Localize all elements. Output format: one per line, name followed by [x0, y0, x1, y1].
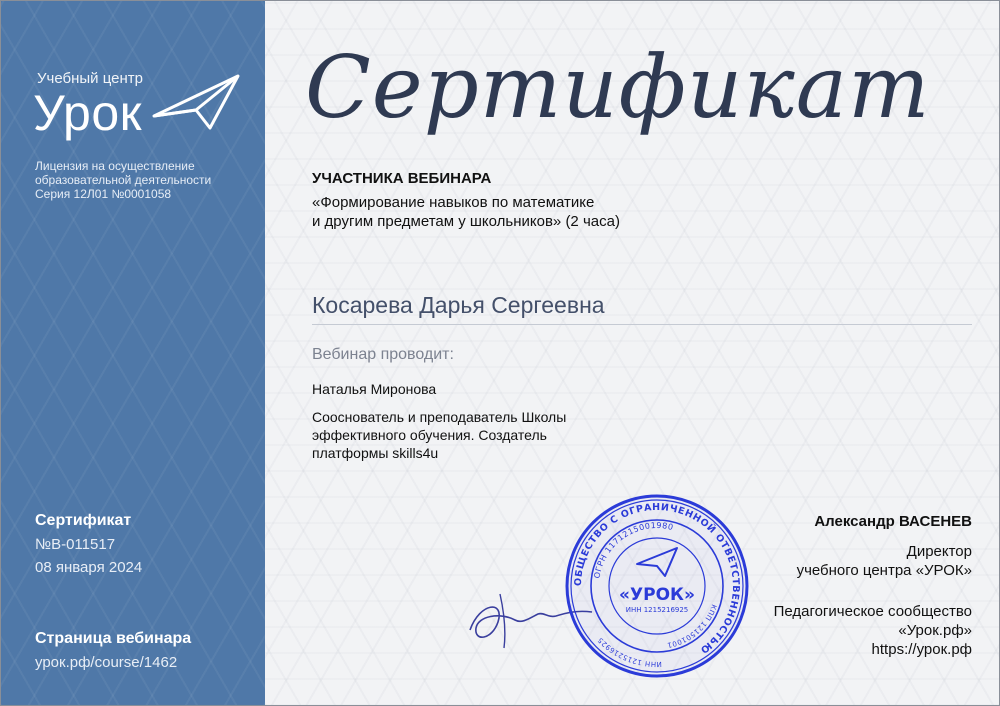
stamp-ogrn: ОГРН 1171215001980 — [592, 520, 675, 580]
certificate-heading: Сертификат — [35, 512, 132, 529]
organization-url[interactable]: https://урок.рф — [871, 641, 972, 658]
signer-block — [774, 513, 972, 659]
signer-role-line: учебного центра «УРОК» — [796, 562, 972, 579]
license-line: Лицензия на осуществление — [35, 159, 195, 173]
signer-role-line: Директор — [906, 543, 972, 560]
name-divider — [312, 324, 972, 325]
certificate-title: Сертификат — [305, 38, 931, 138]
certificate-subtitle: УЧАСТНИКА ВЕБИНАРА — [312, 170, 492, 187]
logo-caption: Учебный центр — [37, 70, 143, 87]
speaker-role-line: платформы skills4u — [312, 445, 439, 461]
webinar-page-info — [35, 630, 191, 671]
logo-wordmark: Урок — [33, 85, 143, 141]
speaker-role-line: Сооснователь и преподаватель Школы — [312, 409, 567, 425]
stamp-center-inn: ИНН 1215216925 — [625, 606, 689, 614]
license-line: Серия 12Л01 №0001058 — [35, 187, 172, 201]
webinar-page-url[interactable]: урок.рф/course/1462 — [35, 654, 178, 671]
stamp-inn-top: ИНН 1215216925 — [596, 635, 662, 669]
speaker-role-line: эффективного обучения. Создатель — [312, 427, 547, 443]
stamp-ring-text: ОБЩЕСТВО С ОГРАНИЧЕННОЙ ОТВЕТСТВЕННОСТЬЮ — [572, 501, 742, 656]
conducts-label: Вебинар проводит: — [312, 346, 454, 363]
paper-plane-icon — [150, 72, 242, 132]
sidebar — [0, 0, 265, 706]
webinar-topic — [312, 193, 620, 231]
organization-line: Педагогическое сообщество — [773, 603, 972, 620]
stamp-center-text: «УРОК» — [619, 585, 695, 605]
speaker-role — [312, 408, 652, 462]
organization-stamp — [563, 492, 751, 680]
webinar-page-heading: Страница вебинара — [35, 630, 192, 647]
organization-line: «Урок.рф» — [898, 622, 972, 639]
participant-name: Косарева Дарья Сергеевна — [312, 292, 605, 318]
speaker-name: Наталья Миронова — [312, 381, 437, 397]
stamp-kpp: КПП 121501001 — [666, 603, 718, 650]
certificate-number: №В-011517 — [35, 536, 116, 553]
topic-line: «Формирование навыков по математике — [312, 194, 595, 211]
signer-name: Александр ВАСЕНЕВ — [814, 513, 972, 530]
license-info — [35, 159, 211, 201]
certificate-info — [35, 512, 142, 576]
license-line: образовательной деятельности — [35, 173, 212, 187]
topic-line: и другим предметам у школьников» (2 часа) — [312, 213, 620, 230]
certificate-date: 08 января 2024 — [35, 559, 143, 576]
